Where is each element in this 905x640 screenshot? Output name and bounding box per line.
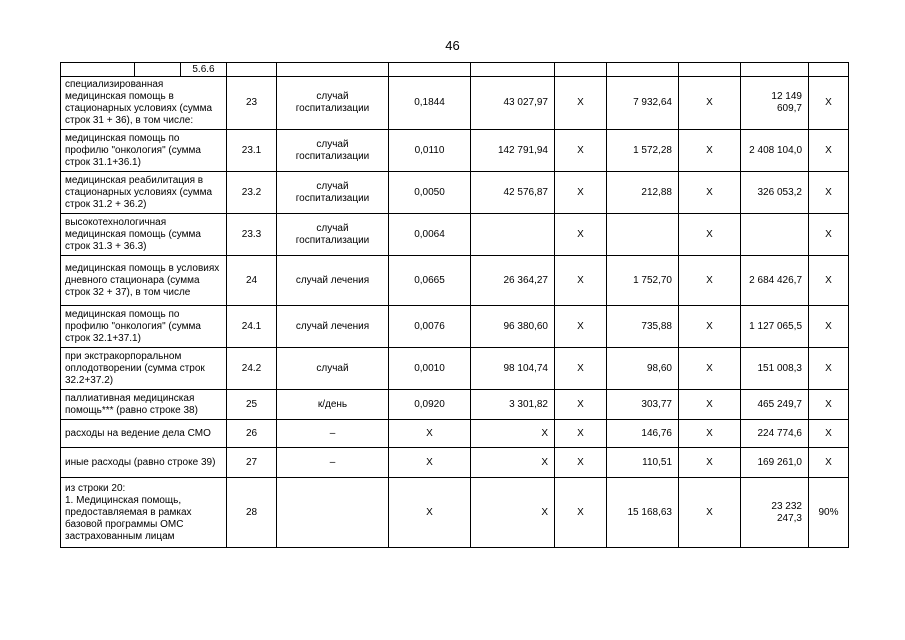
row-cost-cell: X xyxy=(471,448,555,478)
row-x-cell-2: X xyxy=(679,420,741,448)
row-name-cell: из строки 20: 1. Медицинская помощь, предоставляемая в рамках базовой программы ОМС застрахованным лицам xyxy=(61,478,227,548)
row-x-cell-3: X xyxy=(809,172,849,214)
row-line-number-cell: 23.1 xyxy=(227,130,277,172)
row-x-cell-1: X xyxy=(555,172,607,214)
continuation-header-row xyxy=(61,63,849,77)
program-cost-table xyxy=(60,62,849,548)
row-x-cell-2: X xyxy=(679,448,741,478)
row-cost-cell: 3 301,82 xyxy=(471,390,555,420)
row-x-cell-1: X xyxy=(555,306,607,348)
row-unit-cell: случай xyxy=(277,348,389,390)
row-norm-cell: X xyxy=(389,478,471,548)
row-unit-cell: случай госпитализации xyxy=(277,172,389,214)
header-cell-empty-10 xyxy=(741,63,809,77)
row-line-number-cell: 23 xyxy=(227,77,277,130)
table-row xyxy=(61,390,849,420)
row-norm-cell: X xyxy=(389,448,471,478)
row-cost-cell: 98 104,74 xyxy=(471,348,555,390)
row-line-number-cell: 25 xyxy=(227,390,277,420)
row-line-number-cell: 23.2 xyxy=(227,172,277,214)
row-total-cell: 151 008,3 xyxy=(741,348,809,390)
row-total-cell: 2 684 426,7 xyxy=(741,256,809,306)
row-unit-cell: случай лечения xyxy=(277,256,389,306)
row-name-cell: медицинская помощь по профилю "онкология" (сумма строк 32.1+37.1) xyxy=(61,306,227,348)
row-x-cell-2: X xyxy=(679,77,741,130)
row-norm-cell: 0,0665 xyxy=(389,256,471,306)
row-cost-cell: X xyxy=(471,420,555,448)
row-total-cell: 1 127 065,5 xyxy=(741,306,809,348)
table-row xyxy=(61,420,849,448)
row-total-cell: 2 408 104,0 xyxy=(741,130,809,172)
row-unit-cell: случай госпитализации xyxy=(277,77,389,130)
row-name-cell: специализированная медицинская помощь в стационарных условиях (сумма строк 31 + 36), в том числе: xyxy=(61,77,227,130)
row-unit-cell: случай лечения xyxy=(277,306,389,348)
table-row xyxy=(61,306,849,348)
header-cell-code: 5.6.6 xyxy=(181,63,227,77)
row-x-cell-1: X xyxy=(555,478,607,548)
table-row xyxy=(61,77,849,130)
row-x-cell-2: X xyxy=(679,214,741,256)
row-total-cell: 326 053,2 xyxy=(741,172,809,214)
row-line-number-cell: 24.2 xyxy=(227,348,277,390)
row-x-cell-3: X xyxy=(809,390,849,420)
row-total-cell: 169 261,0 xyxy=(741,448,809,478)
row-x-cell-2: X xyxy=(679,390,741,420)
row-line-number-cell: 24.1 xyxy=(227,306,277,348)
row-cost-cell: X xyxy=(471,478,555,548)
row-per-capita-cell: 146,76 xyxy=(607,420,679,448)
row-cost-cell: 42 576,87 xyxy=(471,172,555,214)
header-cell-empty-8 xyxy=(607,63,679,77)
row-x-cell-3: X xyxy=(809,77,849,130)
table-row xyxy=(61,348,849,390)
row-x-cell-3: X xyxy=(809,256,849,306)
header-cell-empty-3 xyxy=(227,63,277,77)
row-norm-cell: 0,0010 xyxy=(389,348,471,390)
row-name-cell: высокотехнологичная медицинская помощь (сумма строк 31.3 + 36.3) xyxy=(61,214,227,256)
header-cell-empty-2 xyxy=(135,63,181,77)
row-unit-cell: к/день xyxy=(277,390,389,420)
row-unit-cell xyxy=(277,478,389,548)
row-norm-cell: X xyxy=(389,420,471,448)
row-cost-cell: 43 027,97 xyxy=(471,77,555,130)
row-name-cell: медицинская реабилитация в стационарных условиях (сумма строк 31.2 + 36.2) xyxy=(61,172,227,214)
table-row xyxy=(61,130,849,172)
row-name-cell: при экстракорпоральном оплодотворении (сумма строк 32.2+37.2) xyxy=(61,348,227,390)
row-x-cell-1: X xyxy=(555,390,607,420)
row-norm-cell: 0,0920 xyxy=(389,390,471,420)
row-x-cell-2: X xyxy=(679,130,741,172)
row-per-capita-cell: 98,60 xyxy=(607,348,679,390)
row-line-number-cell: 26 xyxy=(227,420,277,448)
table-row xyxy=(61,214,849,256)
row-per-capita-cell: 15 168,63 xyxy=(607,478,679,548)
table-row xyxy=(61,448,849,478)
row-cost-cell: 142 791,94 xyxy=(471,130,555,172)
row-total-cell: 465 249,7 xyxy=(741,390,809,420)
header-cell-empty-1 xyxy=(61,63,135,77)
row-per-capita-cell: 303,77 xyxy=(607,390,679,420)
header-cell-empty-4 xyxy=(277,63,389,77)
header-cell-empty-5 xyxy=(389,63,471,77)
header-cell-empty-11 xyxy=(809,63,849,77)
row-x-cell-3: X xyxy=(809,420,849,448)
row-norm-cell: 0,0110 xyxy=(389,130,471,172)
row-total-cell: 23 232 247,3 xyxy=(741,478,809,548)
row-unit-cell: – xyxy=(277,420,389,448)
row-x-cell-1: X xyxy=(555,214,607,256)
table-row xyxy=(61,172,849,214)
row-total-cell: 224 774,6 xyxy=(741,420,809,448)
row-x-cell-2: X xyxy=(679,478,741,548)
row-x-cell-2: X xyxy=(679,172,741,214)
row-x-cell-1: X xyxy=(555,77,607,130)
row-x-cell-3: X xyxy=(809,306,849,348)
row-x-cell-3: X xyxy=(809,348,849,390)
row-line-number-cell: 27 xyxy=(227,448,277,478)
row-norm-cell: 0,0064 xyxy=(389,214,471,256)
row-unit-cell: случай госпитализации xyxy=(277,130,389,172)
row-norm-cell: 0,1844 xyxy=(389,77,471,130)
row-line-number-cell: 24 xyxy=(227,256,277,306)
row-cost-cell: 96 380,60 xyxy=(471,306,555,348)
row-norm-cell: 0,0050 xyxy=(389,172,471,214)
row-x-cell-3: X xyxy=(809,214,849,256)
row-x-cell-1: X xyxy=(555,348,607,390)
row-unit-cell: случай госпитализации xyxy=(277,214,389,256)
row-x-cell-3: X xyxy=(809,448,849,478)
row-x-cell-1: X xyxy=(555,420,607,448)
row-per-capita-cell: 110,51 xyxy=(607,448,679,478)
row-x-cell-3: 90% xyxy=(809,478,849,548)
row-line-number-cell: 23.3 xyxy=(227,214,277,256)
row-name-cell: иные расходы (равно строке 39) xyxy=(61,448,227,478)
table-row xyxy=(61,478,849,548)
row-total-cell: 12 149 609,7 xyxy=(741,77,809,130)
row-per-capita-cell: 212,88 xyxy=(607,172,679,214)
row-x-cell-2: X xyxy=(679,348,741,390)
row-per-capita-cell xyxy=(607,214,679,256)
row-total-cell xyxy=(741,214,809,256)
row-x-cell-1: X xyxy=(555,130,607,172)
row-unit-cell: – xyxy=(277,448,389,478)
row-cost-cell: 26 364,27 xyxy=(471,256,555,306)
row-per-capita-cell: 1 572,28 xyxy=(607,130,679,172)
table-row xyxy=(61,256,849,306)
row-norm-cell: 0,0076 xyxy=(389,306,471,348)
row-x-cell-1: X xyxy=(555,448,607,478)
row-x-cell-2: X xyxy=(679,306,741,348)
row-x-cell-2: X xyxy=(679,256,741,306)
row-per-capita-cell: 1 752,70 xyxy=(607,256,679,306)
row-name-cell: расходы на ведение дела СМО xyxy=(61,420,227,448)
header-cell-empty-6 xyxy=(471,63,555,77)
row-line-number-cell: 28 xyxy=(227,478,277,548)
row-x-cell-1: X xyxy=(555,256,607,306)
row-name-cell: медицинская помощь в условиях дневного стационара (сумма строк 32 + 37), в том числе xyxy=(61,256,227,306)
header-cell-empty-7 xyxy=(555,63,607,77)
page-number: 46 xyxy=(445,38,460,53)
row-cost-cell xyxy=(471,214,555,256)
row-per-capita-cell: 735,88 xyxy=(607,306,679,348)
row-per-capita-cell: 7 932,64 xyxy=(607,77,679,130)
row-name-cell: паллиативная медицинская помощь*** (равно строке 38) xyxy=(61,390,227,420)
row-x-cell-3: X xyxy=(809,130,849,172)
header-cell-empty-9 xyxy=(679,63,741,77)
row-name-cell: медицинская помощь по профилю "онкология" (сумма строк 31.1+36.1) xyxy=(61,130,227,172)
